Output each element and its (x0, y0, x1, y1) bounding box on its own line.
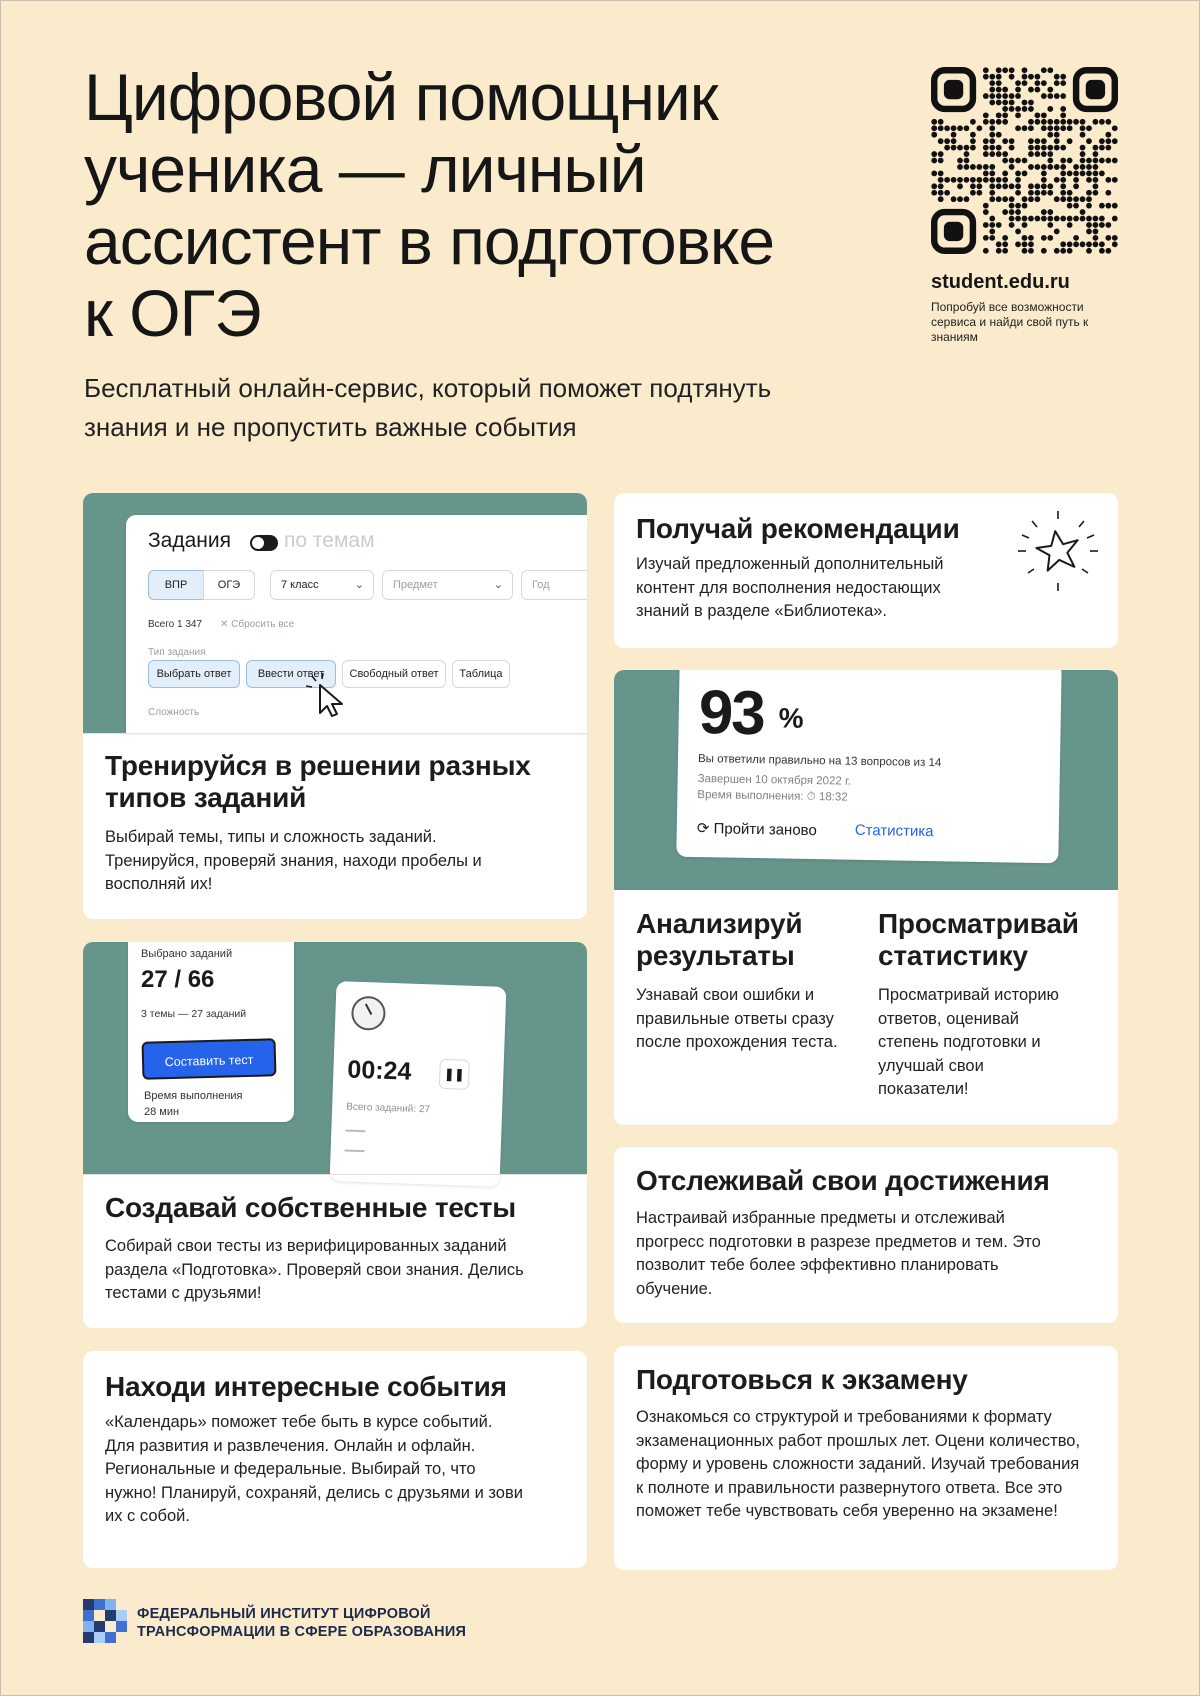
tests-divider (83, 1174, 587, 1175)
result-completed: Завершен 10 октября 2022 г. (697, 773, 852, 788)
time-label: Время выполнения (144, 1090, 243, 1102)
tab-oge[interactable]: ОГЭ (203, 570, 255, 600)
qr-code[interactable] (931, 67, 1118, 258)
stopwatch-icon (351, 996, 386, 1031)
card-results (614, 670, 1118, 1125)
reset-all-link[interactable]: ✕ Сбросить все (220, 619, 295, 630)
selected-value: 27 / 66 (141, 966, 215, 993)
type-choose-answer[interactable]: Выбрать ответ (148, 660, 240, 688)
card-heading: Получай рекомендации (636, 513, 960, 544)
total-count: Всего 1 347 (148, 619, 203, 630)
toggle-label: по темам (284, 529, 375, 552)
chevron-down-icon: ⌄ (493, 579, 503, 591)
subject-select[interactable] (382, 570, 513, 600)
card-heading: Тренируйся в решении разных типов заданий (105, 750, 531, 813)
card-text: Ознакомься со структурой и требованиями к формату экзаменационных работ прошлых лет. Оцени количество, форму и уровень сложности заданий. Изучай требования к полноте и правильности развернутого ответа. Все это поможет тебе чувствовать себя уверенно на экзамене! (636, 1408, 1081, 1520)
subject-select-placeholder: Предмет (393, 579, 438, 591)
card-text: Настраивай избранные предметы и отслеживай прогресс подготовки в разрезе предметов и тем. Это позволит тебе более эффективно планировать обучение. (636, 1209, 1041, 1298)
card-heading-right: Просматривай статистику (878, 908, 1079, 971)
card-text-right: Просматривай историю ответов, оценивай степень подготовки и улучшай свои показатели! (878, 986, 1059, 1098)
page-subtitle: Бесплатный онлайн-сервис, который поможет подтянуть знания и не пропустить важные события (84, 373, 772, 442)
total-tasks: Всего заданий: 27 (345, 1101, 431, 1116)
placeholder-line (345, 1129, 365, 1132)
card-train (83, 493, 587, 919)
stopwatch-hand (365, 1003, 372, 1015)
card-heading: Подготовься к экзамену (636, 1364, 968, 1395)
tasks-mock-window (126, 515, 587, 733)
refresh-icon: ⟳ (696, 820, 710, 838)
card-events (83, 1351, 587, 1568)
retry-button[interactable] (697, 819, 817, 839)
site-note: Попробуй все возможности сервиса и найди свой путь к знаниям (931, 300, 1089, 344)
chevron-down-icon: ⌄ (354, 579, 364, 591)
pause-button[interactable]: ❚❚ (439, 1059, 470, 1090)
card-tests (83, 942, 587, 1328)
year-select-placeholder: Год (532, 579, 550, 591)
card-recommend (614, 493, 1118, 648)
card-text-left: Узнавай свои ошибки и правильные ответы сразу после прохождения теста. (636, 986, 838, 1051)
selected-label: Выбрано заданий (141, 948, 233, 960)
result-summary: Вы ответили правильно на 13 вопросов из 14 (697, 753, 942, 770)
type-enter-answer[interactable]: Ввести ответ (246, 660, 336, 688)
card-text: «Календарь» поможет тебе быть в курсе событий. Для развития и развлечения. Онлайн и офлайн. Региональные и федеральные. Выбирай то, что нужно! Планируй, сохраняй, делись с друзьями и зови их с собой. (105, 1413, 523, 1525)
type-free-answer[interactable]: Свободный ответ (342, 660, 446, 688)
institute-logo (83, 1599, 127, 1643)
retry-label: Пройти заново (713, 820, 817, 840)
year-select[interactable] (521, 570, 587, 600)
result-duration: Время выполнения: ⏱ 18:32 (697, 789, 848, 804)
site-link[interactable]: student.edu.ru (931, 271, 1070, 293)
page-title: Цифровой помощник ученика — личный ассистент в подготовке к ОГЭ (84, 60, 775, 350)
grade-select[interactable] (270, 570, 374, 600)
card-text: Изучай предложенный дополнительный контент для восполнения недостающих знаний в разделе «Библиотека». (636, 555, 944, 620)
timer-mock (330, 981, 507, 1187)
card-heading-left: Анализируй результаты (636, 908, 803, 971)
card-heading: Создавай собственные тесты (105, 1192, 516, 1223)
tab-vpr[interactable]: ВПР (148, 570, 204, 600)
time-value: 28 мин (144, 1106, 180, 1118)
card-text: Собирай свои тесты из верифицированных заданий раздела «Подготовка». Проверяй свои знания. Делись тестами с друзьями! (105, 1237, 524, 1302)
card-heading: Находи интересные события (105, 1371, 507, 1402)
selected-note: 3 темы — 27 заданий (141, 1008, 247, 1020)
type-table[interactable]: Таблица (452, 660, 510, 688)
result-mock-window (676, 670, 1061, 863)
toggle-switch[interactable] (250, 535, 278, 551)
difficulty-label: Сложность (148, 707, 200, 718)
star-icon (1014, 507, 1102, 595)
card-text: Выбирай темы, типы и сложность заданий. Тренируйся, проверяй знания, находи пробелы и восполняй их! (105, 828, 482, 893)
train-divider (83, 733, 587, 734)
card-exam (614, 1346, 1118, 1570)
compose-test-button[interactable]: Составить тест (142, 1038, 277, 1079)
toggle-knob (252, 537, 264, 549)
grade-select-value: 7 класс (281, 579, 319, 591)
selected-tasks-mock (128, 942, 294, 1122)
institute-name: ФЕДЕРАЛЬНЫЙ ИНСТИТУТ ЦИФРОВОЙ ТРАНСФОРМАЦИИ В СФЕРЕ ОБРАЗОВАНИЯ (137, 1606, 467, 1640)
task-type-label: Тип задания (148, 647, 206, 658)
cursor-icon (306, 673, 356, 717)
result-percent: 93 (698, 678, 765, 749)
card-progress (614, 1147, 1118, 1323)
tasks-mock-title: Задания (148, 529, 231, 552)
placeholder-line (345, 1149, 365, 1152)
result-percent-sign: % (778, 702, 804, 734)
timer-value: 00:24 (346, 1055, 412, 1086)
stats-link[interactable]: Статистика (854, 821, 934, 841)
card-heading: Отслеживай свои достижения (636, 1165, 1050, 1196)
